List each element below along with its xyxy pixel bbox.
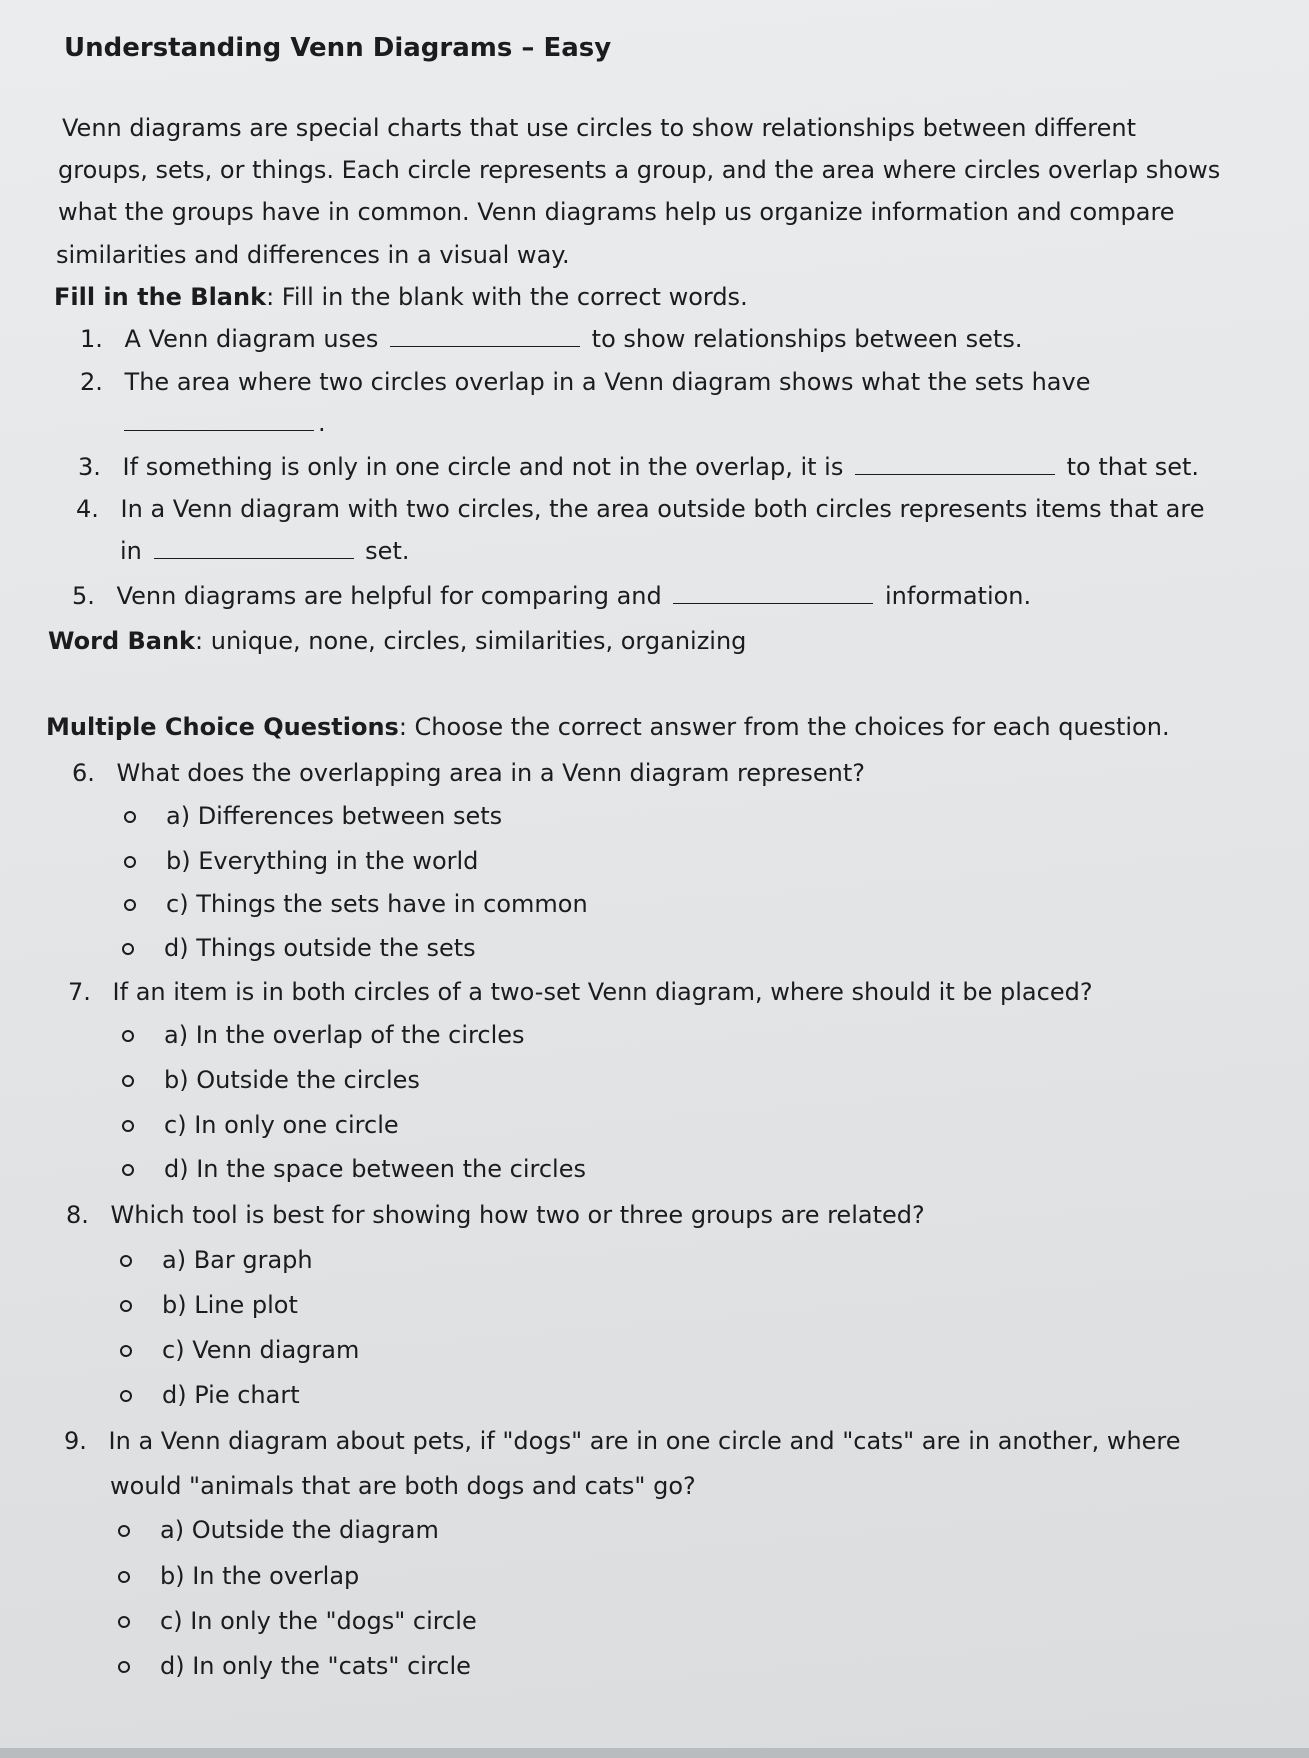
question-3: [78, 452, 1199, 482]
option-circle-icon: [120, 1345, 132, 1357]
intro-line: similarities and differences in a visual way.: [56, 241, 570, 269]
mcq-instructions: : Choose the correct answer from the choices for each question.: [398, 713, 1170, 741]
option-item[interactable]: [124, 801, 502, 831]
option-circle-icon: [118, 1571, 130, 1583]
question-number: 5.: [72, 582, 95, 610]
question-number: 7.: [68, 978, 91, 1006]
question-number: 8.: [66, 1201, 89, 1229]
desk-edge: [0, 1748, 1309, 1758]
question-text: Which tool is best for showing how two or three groups are related?: [110, 1201, 925, 1229]
question-6: [72, 758, 865, 788]
option-text: c) In only the "dogs" circle: [160, 1607, 477, 1635]
question-text: If something is only in one circle and not in the overlap, it is: [122, 453, 844, 481]
option-circle-icon: [122, 943, 134, 955]
option-item[interactable]: [122, 1020, 525, 1050]
fill-blank-heading: [54, 282, 748, 312]
intro-line: what the groups have in common. Venn diagrams help us organize information and compare: [58, 198, 1175, 226]
question-text: information.: [885, 582, 1032, 610]
option-item[interactable]: [122, 1065, 420, 1095]
option-circle-icon: [122, 1075, 134, 1087]
option-text: c) Things the sets have in common: [166, 890, 588, 918]
fill-blank-label: Fill in the Blank: [54, 283, 267, 311]
question-text: in: [120, 537, 142, 565]
option-text: d) Pie chart: [162, 1381, 300, 1409]
question-text: to that set.: [1066, 453, 1200, 481]
option-item[interactable]: [118, 1515, 439, 1545]
answer-blank[interactable]: [673, 583, 873, 604]
option-item[interactable]: [124, 846, 478, 876]
answer-blank[interactable]: [390, 326, 580, 347]
question-9: [64, 1426, 1181, 1456]
option-text: a) Outside the diagram: [160, 1516, 439, 1544]
option-item[interactable]: [120, 1245, 313, 1275]
option-text: c) In only one circle: [164, 1111, 399, 1139]
question-number: 4.: [76, 495, 99, 523]
question-1: [80, 324, 1022, 354]
intro-line: groups, sets, or things. Each circle represents a group, and the area where circles overlap shows: [58, 156, 1221, 184]
question-4: [76, 494, 1205, 524]
question-text: Venn diagrams are helpful for comparing and: [116, 582, 662, 610]
intro-line: Venn diagrams are special charts that use circles to show relationships between different: [62, 114, 1136, 142]
option-item[interactable]: [120, 1335, 359, 1365]
answer-blank[interactable]: [855, 454, 1055, 475]
option-text: d) Things outside the sets: [164, 934, 476, 962]
word-bank: [48, 626, 746, 656]
option-item[interactable]: [122, 1110, 399, 1140]
question-4-continued: [120, 536, 409, 566]
option-text: b) Everything in the world: [166, 847, 479, 875]
option-circle-icon: [124, 811, 136, 823]
question-text: .: [318, 409, 326, 437]
option-text: a) Bar graph: [162, 1246, 313, 1274]
question-number: 9.: [64, 1427, 87, 1455]
option-circle-icon: [120, 1390, 132, 1402]
option-item[interactable]: [120, 1380, 300, 1410]
option-circle-icon: [122, 1030, 134, 1042]
option-text: a) In the overlap of the circles: [164, 1021, 525, 1049]
word-bank-label: Word Bank: [48, 627, 196, 655]
word-bank-words: : unique, none, circles, similarities, organizing: [195, 627, 747, 655]
question-number: 2.: [80, 368, 103, 396]
fill-blank-instructions: : Fill in the blank with the correct words.: [266, 283, 748, 311]
question-text: to show relationships between sets.: [591, 325, 1023, 353]
option-text: b) Outside the circles: [164, 1066, 420, 1094]
answer-blank[interactable]: [154, 538, 354, 559]
option-item[interactable]: [122, 1154, 586, 1184]
question-text: A Venn diagram uses: [124, 325, 379, 353]
option-text: b) In the overlap: [160, 1562, 360, 1590]
question-number: 3.: [78, 453, 101, 481]
option-item[interactable]: [122, 933, 476, 963]
option-circle-icon: [118, 1616, 130, 1628]
mcq-heading: [46, 712, 1170, 742]
option-item[interactable]: [118, 1651, 471, 1681]
question-text: The area where two circles overlap in a Venn diagram shows what the sets have: [124, 368, 1091, 396]
option-circle-icon: [122, 1164, 134, 1176]
page-title: Understanding Venn Diagrams – Easy: [64, 33, 612, 63]
option-text: d) In only the "cats" circle: [160, 1652, 471, 1680]
question-text: set.: [365, 537, 410, 565]
option-circle-icon: [124, 856, 136, 868]
option-text: b) Line plot: [162, 1291, 298, 1319]
option-circle-icon: [118, 1661, 130, 1673]
question-number: 1.: [80, 325, 103, 353]
answer-blank[interactable]: [124, 410, 314, 431]
question-number: 6.: [72, 759, 95, 787]
option-circle-icon: [120, 1300, 132, 1312]
option-item[interactable]: [124, 889, 588, 919]
question-text: In a Venn diagram with two circles, the area outside both circles represents items that are: [120, 495, 1205, 523]
option-circle-icon: [120, 1255, 132, 1267]
question-text: In a Venn diagram about pets, if "dogs" are in one circle and "cats" are in another, where: [108, 1427, 1181, 1455]
option-circle-icon: [118, 1525, 130, 1537]
mcq-label: Multiple Choice Questions: [46, 713, 399, 741]
option-item[interactable]: [118, 1561, 359, 1591]
question-text: What does the overlapping area in a Venn diagram represent?: [116, 759, 866, 787]
question-8: [66, 1200, 925, 1230]
question-5: [72, 581, 1031, 611]
question-2: [80, 367, 1090, 397]
question-2-answer-line: [124, 408, 326, 438]
option-item[interactable]: [118, 1606, 477, 1636]
option-text: c) Venn diagram: [162, 1336, 360, 1364]
question-9-continued: would "animals that are both dogs and cats" go?: [110, 1472, 696, 1500]
option-circle-icon: [124, 899, 136, 911]
question-7: [68, 977, 1093, 1007]
option-text: a) Differences between sets: [166, 802, 503, 830]
option-text: d) In the space between the circles: [164, 1155, 586, 1183]
option-item[interactable]: [120, 1290, 298, 1320]
option-circle-icon: [122, 1120, 134, 1132]
question-text: If an item is in both circles of a two-set Venn diagram, where should it be placed?: [112, 978, 1093, 1006]
